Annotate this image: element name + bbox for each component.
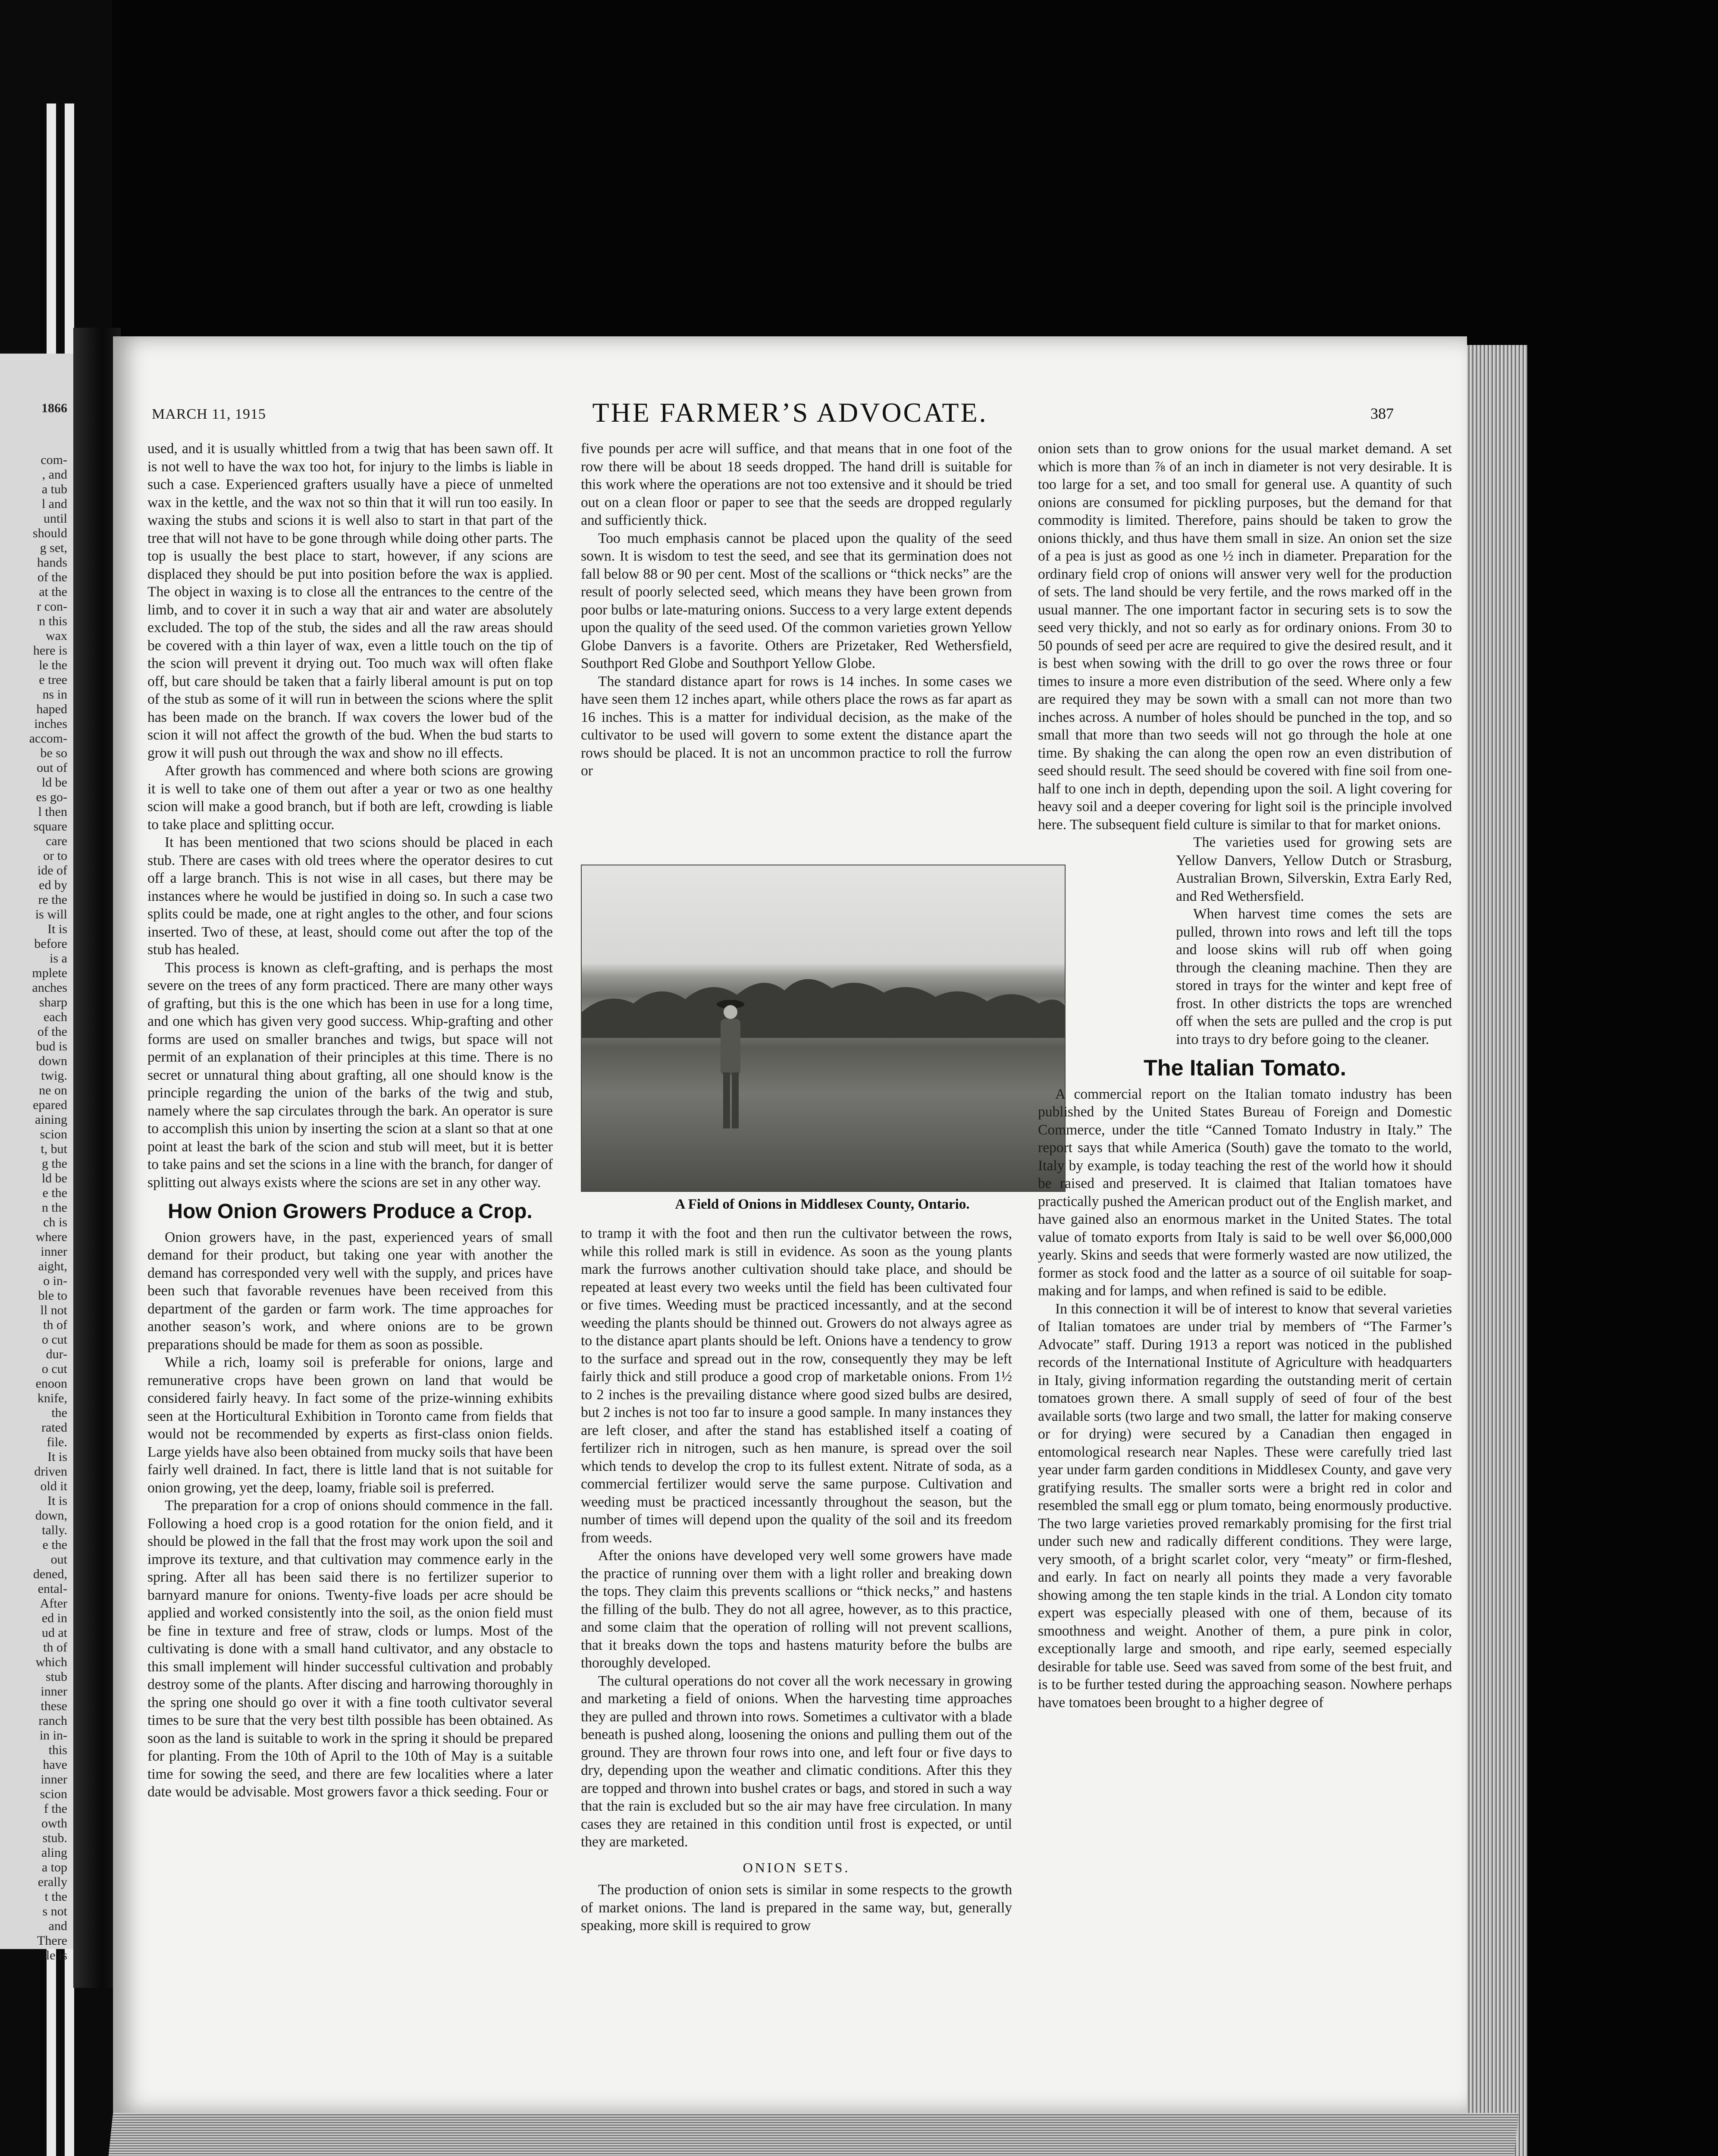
page-number: 387 xyxy=(1370,405,1394,422)
adjacent-page-word: dur- xyxy=(46,1347,67,1361)
adjacent-page-word: e the xyxy=(42,1186,67,1200)
adjacent-page-word: out xyxy=(50,1552,67,1567)
adjacent-page-word: old it xyxy=(40,1479,67,1493)
adjacent-page-word: driven xyxy=(34,1464,67,1479)
adjacent-page-word: down, xyxy=(35,1508,67,1523)
adjacent-page-word: l and xyxy=(41,497,67,511)
adjacent-page-word: scion xyxy=(40,1787,67,1801)
adjacent-page-word: n the xyxy=(41,1200,67,1215)
adjacent-page-word: dened, xyxy=(33,1567,67,1581)
paragraph: The production of onion sets is similar in some respects to the growth of market onions. The land is prepared in the same way, but, generally speaking, more skill is required to grow xyxy=(581,1882,1012,1934)
adjacent-page-word: and xyxy=(48,1919,67,1933)
adjacent-page-word: o in- xyxy=(43,1274,67,1288)
adjacent-page-word: of the xyxy=(37,1025,67,1039)
adjacent-page-word: is a xyxy=(50,951,67,965)
adjacent-page-word: It is xyxy=(47,922,67,936)
adjacent-page-word: ch is xyxy=(43,1215,67,1229)
adjacent-page-word: should xyxy=(32,526,67,540)
column-middle-top xyxy=(581,440,1012,780)
article-heading-onions: How Onion Growers Produce a Crop. xyxy=(168,1200,533,1223)
adjacent-page-word: which xyxy=(35,1655,67,1669)
adjacent-page-word: owth xyxy=(41,1816,67,1830)
paragraph: used, and it is usually whittled from a twig that has been sawn off. It is not well to have the wax too hot, for injury to the limbs is liable in such a case. Experienced grafters usually have a piece of unmelted wax in the kettle, and the wax not so thin that it will run too easily. In waxing the stubs and scions it is well also to start in that part of the tree that will not have to be gone through while doing other parts. The top is usually the best place to start, however, if any scions are displaced they should be put into position before the wax is applied. The object in waxing is to close all the entrances to the centre of the limb, and to cover it in such a way that air and water are absolutely excluded. The top of the stub, the sides and all the raw areas should be covered with a thin layer of wax, even a little touch on the tip of the scion will prevent it drying out. Too much wax will often flake off, but care should be taken that a fairly liberal amount is put on top of the stub as some of it will run in between the scions where the split has been made on the branch. If wax covers the lower bud of the scion it will not affect the growth of the bud. When the bud starts to grow it will push out through the wax and show no ill effects. xyxy=(147,441,553,761)
adjacent-page-word: There xyxy=(37,1934,67,1948)
adjacent-page-word: down xyxy=(38,1054,67,1068)
page-header xyxy=(113,392,1467,431)
adjacent-page-word: es go- xyxy=(36,790,67,804)
paragraph: When harvest time comes the sets are pulled, thrown into rows and left till the tops and loose skins will rub off when going through the cleaning machine. Then they are stored in trays for the winter and kept free of frost. In other districts the tops are wrenched off when the sets are pulled and the crop is put into trays to dry before going to the cleaner. xyxy=(1176,906,1452,1047)
adjacent-page-word: be so xyxy=(40,746,67,760)
column-right xyxy=(1038,440,1452,1711)
adjacent-page-word: these xyxy=(41,1699,67,1713)
adjacent-page-word: ll not xyxy=(40,1303,67,1317)
farmer-figure xyxy=(711,995,750,1137)
adjacent-page-word: in in- xyxy=(39,1728,67,1742)
paragraph: A commercial report on the Italian tomato industry has been published by the United States Bureau of Foreign and Domestic Commerce, under the title “Canned Tomato Industry in Italy.” The report says that while America (South) gave the tomato to the world, Italy by example, is today teaching the rest of the world how it should be raised and preserved. It is claimed that Italian tomatoes have practically pushed the American product out of the English market, and have gained also an enormous market in the United States. The total value of tomato exports from Italy is said to be well over $6,000,000 yearly. Skins and seeds that were formerly wasted are now utilized, the former as stock food and the latter as a source of oil suitable for soap-making and for lamps, and when refined is said to be edible. xyxy=(1038,1086,1452,1299)
adjacent-page-word: inner xyxy=(41,1772,67,1786)
adjacent-page-word: f the xyxy=(44,1802,67,1816)
paragraph: The cultural operations do not cover all the work necessary in growing and marketing a field of onions. When the harvesting time approaches they are pulled and thrown into rows. Sometimes a cultivator with a blade beneath is pushed along, loosening the onions and pulling them out of the ground. They are thrown four rows into one, and left four or five days to dry, depending upon the weather and climatic conditions. After this they are topped and thrown into bushel crates or bags, and stored in such a way that the rain is excluded but so the air may have free circulation. In many cases they are retained in this condition until frost is expected, or until they are marketed. xyxy=(581,1673,1012,1850)
adjacent-page-word: t the xyxy=(44,1890,67,1904)
adjacent-page-word: anches xyxy=(32,981,67,995)
adjacent-page-word: le the xyxy=(39,658,67,672)
adjacent-page-word: r con- xyxy=(37,599,67,614)
adjacent-page-word: until xyxy=(43,511,67,526)
paragraph: five pounds per acre will suffice, and that means that in one foot of the row there will be about 18 seeds dropped. The hand drill is suitable for this work where the operations are not too extensive and it should be tried out on a clean floor or paper to see that the seeds are dropped regularly and sufficiently thick. xyxy=(581,441,1012,528)
adjacent-page-word: ud at xyxy=(41,1626,67,1640)
adjacent-page-word: out of xyxy=(37,761,67,775)
adjacent-page-word: hands xyxy=(37,555,67,570)
paragraph: After growth has commenced and where both scions are growing it is well to take one of them out after a year or two as one healthy scion will make a good branch, but if both are left, crowding is liable to take place and splitting occur. xyxy=(147,763,553,833)
issue-date: MARCH 11, 1915 xyxy=(152,406,266,422)
adjacent-page-word: bud is xyxy=(36,1039,67,1053)
adjacent-page-word: mplete xyxy=(32,966,67,980)
adjacent-page-number: 1866 xyxy=(41,401,67,415)
adjacent-page-word: square xyxy=(33,819,67,834)
adjacent-page-word: each xyxy=(44,1010,67,1024)
adjacent-page-word: n this xyxy=(39,614,67,628)
adjacent-page-word: After xyxy=(40,1596,67,1611)
adjacent-page-word: enoon xyxy=(35,1376,67,1391)
paragraph: After the onions have developed very well some growers have made the practice of running over them with a light roller and breaking down the tops. They claim this prevents scallions or “thick necks,” and hastens the filling of the bulb. They do not all agree, however, as to this practice, and some claim that the operation of rolling will not prevent scallions, that it breaks down the tops and hastens maturity before the bulbs are thoroughly developed. xyxy=(581,1548,1012,1671)
adjacent-page-word: or to xyxy=(43,849,67,863)
adjacent-page-word: sharp xyxy=(39,995,67,1009)
adjacent-page-word: l then xyxy=(38,805,67,819)
adjacent-page-word: th of xyxy=(43,1640,67,1655)
paragraph: The preparation for a crop of onions should commence in the fall. Following a hoed crop is a good rotation for the onion field, and it should be plowed in the fall that the frost may work upon the soil and improve its texture, and that cultivation may commence early in the spring. After all has been said there is no fertilizer superior to barnyard manure for onions. Twenty-five loads per acre should be applied and worked consistently into the soil, as the onion field must be fine in texture and free of straw, clods or lumps. Most of the cultivating is done with a small hand cultivator, and any obstacle to this small implement will hinder successful cultivation and probably destroy some of the plants. After discing and harrowing thoroughly in the spring one should go over it with a fine tooth cultivator several times to be sure that the very best tilth possible has been obtained. As soon as the land is suitable to work in the spring it should be prepared for planting. From the 10th of April to the 10th of May is a suitable time for sowing the seed, and there are few localities where a later date would be advisable. Most growers favor a thick seeding. Four or xyxy=(147,1498,553,1800)
adjacent-page-word: g the xyxy=(41,1156,67,1171)
adjacent-page-word: wax xyxy=(46,629,67,643)
adjacent-page-word: at the xyxy=(39,585,67,599)
paragraph: Too much emphasis cannot be placed upon the quality of the seed sown. It is wisdom to test the seed, and see that its germination does not fall below 88 or 90 per cent. Most of the scallions or “thick necks” are the result of poorly selected seed, which means they have been grown from poor bulbs or late-maturing onions. Success to a very large extent depends upon the quality of the seed used. Of the common varieties grown Yellow Globe Danvers is a favorite. Others are Prizetaker, Red Wethersfield, Southport Red Globe and Southport Yellow Globe. xyxy=(581,530,1012,671)
adjacent-page-word: ed by xyxy=(39,878,67,892)
adjacent-page-word: re the xyxy=(38,893,67,907)
adjacent-page-word: aling xyxy=(41,1846,67,1860)
adjacent-page-word: erally xyxy=(38,1875,67,1889)
adjacent-page-word: this xyxy=(48,1743,67,1757)
adjacent-page-word: ld be xyxy=(41,1171,67,1185)
adjacent-page-word: where xyxy=(35,1230,67,1244)
adjacent-page-word: ed in xyxy=(41,1611,67,1625)
column-left xyxy=(147,440,553,1801)
adjacent-page-word: tally. xyxy=(42,1523,67,1537)
adjacent-page-word: twig. xyxy=(41,1069,67,1083)
adjacent-page-word: g set, xyxy=(40,541,67,555)
adjacent-page-word: aining xyxy=(35,1112,67,1127)
adjacent-page-word: the xyxy=(51,1406,67,1420)
adjacent-page-word: s not xyxy=(42,1904,67,1918)
adjacent-page-word: rated xyxy=(41,1420,67,1435)
adjacent-page-word: inner xyxy=(41,1244,67,1259)
paragraph: It has been mentioned that two scions should be placed in each stub. There are cases with old trees where the operator desires to cut off a large branch. This is not wise in all cases, but there may be instances where he would be justified in doing so. In such a case two splits could be made, one at right angles to the other, and four scions inserted. Two of these, at least, should come out after the top of the stub has healed. xyxy=(147,834,553,958)
column-middle-bottom xyxy=(581,1225,1012,1935)
adjacent-page-word: knife, xyxy=(37,1391,67,1405)
photo-caption: A Field of Onions in Middlesex County, Ontario. xyxy=(675,1197,970,1212)
onion-field-photo xyxy=(581,865,1066,1192)
adjacent-page-word: stub xyxy=(45,1670,67,1684)
adjacent-page-word: file. xyxy=(47,1435,67,1449)
adjacent-page-word: accom- xyxy=(29,731,67,746)
adjacent-page-word: t, but xyxy=(41,1142,67,1156)
section-subheading: ONION SETS. xyxy=(743,1859,850,1875)
adjacent-page-word: inches xyxy=(34,717,67,731)
paragraph: The standard distance apart for rows is 14 inches. In some cases we have seen them 12 inches apart, while others place the rows as far apart as 16 inches. This is a matter for individual decision, as the make of the cultivator to be used will govern to some extent the distance apart the rows should be placed. It is not an uncommon practice to roll the furrow or xyxy=(581,673,1012,779)
paragraph: onion sets than to grow onions for the usual market demand. A set which is more than ⅞ of an inch in diameter is not very desirable. It is too large for a set, and too small for general use. A quantity of such onions are consumed for pickling purposes, but the demand for that commodity is limited. Therefore, pains should be taken to grow the onions thickly, and thus have them small in size. An onion set the size of a pea is just as good as one ½ inch in diameter. Preparation for the ordinary field crop of onions will answer very well for the production of sets. The land should be very fertile, and the rows marked off in the usual manner. The one important factor in securing sets is to sow the seed very thickly, and not so early as for ordinary onions. From 30 to 50 pounds of seed per acre are required to give the desired result, and it is best when sowing with the drill to go over the rows three or four times to insure a more even distribution of the seed. Where only a few are required they may be sown with a small can not more than two inches across. A number of holes should be punched in the top, and so small that more than two seeds will not go through the hole at one time. By shaking the can along the open row an even distribution of seed should result. The seed should be covered with fine soil from one-half to one inch in depth, depending upon the soil. A light covering for heavy soil and a deeper covering for light soil is the principle involved here. The subsequent field culture is similar to that for market onions. xyxy=(1038,441,1452,833)
adjacent-page-word: before xyxy=(34,937,67,951)
adjacent-page-word: o cut xyxy=(41,1332,67,1347)
adjacent-page-word: o cut xyxy=(41,1362,67,1376)
adjacent-page-word: haped xyxy=(36,702,67,716)
adjacent-page-word: ble to xyxy=(38,1288,67,1303)
adjacent-page-word: It is xyxy=(47,1450,67,1464)
adjacent-page-word: inner xyxy=(41,1684,67,1698)
adjacent-page-word: have xyxy=(43,1758,67,1772)
tree-line xyxy=(582,965,1065,1038)
masthead-title: THE FARMER’S ADVOCATE. xyxy=(592,397,988,428)
adjacent-page-word: stub. xyxy=(42,1831,67,1845)
adjacent-page-word: a top xyxy=(41,1860,67,1874)
adjacent-page-word: ide of xyxy=(37,863,67,877)
book-page-edges-bottom xyxy=(106,2113,1519,2156)
paragraph: While a rich, loamy soil is preferable for onions, large and remunerative crops have been grown on land that would be considered fairly heavy. In fact some of the prize-winning exhibits seen at the Horticultural Exhibition in Toronto came from fields that would not be recommended by experts as first-class onion fields. Large yields have also been obtained from mucky soils that have been fairly well drained. In fact, there is little land that is not suitable for onion growing, yet the deep, loamy, friable soil is preferred. xyxy=(147,1354,553,1496)
newspaper-page xyxy=(113,336,1467,2113)
adjacent-page-fragment xyxy=(0,354,73,1962)
book-page-edges xyxy=(1467,345,1527,2156)
adjacent-page-word: e the xyxy=(42,1538,67,1552)
adjacent-page-word: ental- xyxy=(38,1582,67,1596)
paragraph: The varieties used for growing sets are Yellow Danvers, Yellow Dutch or Strasburg, Australian Brown, Silverskin, Extra Early Red, and Red Wethersfield. xyxy=(1176,834,1452,904)
adjacent-page-word: ranch xyxy=(38,1714,67,1728)
adjacent-page-word: epared xyxy=(33,1098,67,1112)
adjacent-page-word: le is xyxy=(46,1948,67,1962)
adjacent-page-word: a tub xyxy=(41,482,67,496)
adjacent-page-word: com- xyxy=(41,453,67,467)
adjacent-page-word: ne on xyxy=(39,1083,67,1097)
paragraph: to tramp it with the foot and then run the cultivator between the rows, while this rolled mark is still in evidence. As soon as the young plants mark the furrows another cultivation should take place, and should be repeated at least every two weeks until the field has been cultivated four or five times. Weeding must be practiced incessantly, and at the second weeding the plants should be thinned out. Growers do not always agree as to the distance apart plants should be left. Onions have a tendency to grow to the surface and spread out in the row, consequently they may be left fairly thick and still produce a good crop of marketable onions. From 1½ to 2 inches is the prevailing distance where good sized bulbs are desired, but 2 inches is not too far to insure a good sample. In many instances they are left closer, and after the stand has established itself a coating of fertilizer rich in nitrogen, such as hen manure, is spread over the soil which tends to develop the crop to its fullest extent. Nitrate of soda, as a commercial fertilizer would serve the same purpose. Cultivation and weeding must be practiced incessantly throughout the season, but the number of times will depend upon the quality of the soil and its freedom from weeds. xyxy=(581,1225,1012,1546)
paragraph: This process is known as cleft-grafting, and is perhaps the most severe on the trees of any form practiced. There are many other ways of grafting, but this is the one which has been in use for a long time, and one which has given very good success. Whip-grafting and other forms are used on smaller branches and twigs, but space will not permit of an explanation of their principles at this time. There is no secret or unnatural thing about grafting, all one should know is the principle regarding the union of the barks of the twig and stub, namely where the sap circulates through the bark. An operator is sure to accomplish this union by inserting the scion at a slant so that at one point at least the bark of the scion and stub will meet, but it is better to take pains and set the scions in a line with the branch, for danger of splitting out always exists where the scions are set in any other way. xyxy=(147,959,553,1191)
paragraph: Onion growers have, in the past, experienced years of small demand for their product, but taking one year with another the demand has corresponded very well with the supply, and prices have been such that favorable revenues have been received from this department of the garden or farm work. The time approaches for another season’s work, and where onions are to be grown preparations should be made for them as soon as possible. xyxy=(147,1229,553,1353)
paragraph: In this connection it will be of interest to know that several varieties of Italian tomatoes are under trial by members of “The Farmer’s Advocate” staff. During 1913 a report was noticed in the published records of the International Institute of Agriculture with headquarters in Italy, giving information regarding the outstanding merit of certain tomatoes grown there. A small supply of seed of four of the best available sorts (two large and two small, the latter for making conserve or for drying) were secured by a Canadian then engaged in entomological research near Naples. These were carefully tried last year under farm garden conditions in Middlesex County, and gave very gratifying results. The smaller sorts were a bright red in color and resembled the small egg or plum tomato, being enormously productive. The two large varieties proved remarkably promising for the first trial under such new and radically different conditions. They were large, very smooth, of a bright scarlet color, very “meaty” or firm-fleshed, and early. In fact on nearly all points they made a very favorable showing among the ten staple kinds in the trial. A London city tomato expert was especially pleased with one of them, because of its smoothness and weight. Another of them, a pure pink in color, exceptionally large and smooth, and ripe early, seemed especially desirable for table use. Seed was saved from some of the best fruit, and is to be further tested during the approaching season. Nowhere perhaps have tomatoes been brought to a higher degree of xyxy=(1038,1300,1452,1711)
adjacent-page-word: e tree xyxy=(39,673,67,687)
adjacent-page-word: of the xyxy=(37,570,67,584)
adjacent-page-word: here is xyxy=(33,643,67,658)
adjacent-page-word: ld be xyxy=(41,775,67,790)
adjacent-page-word: aight, xyxy=(38,1259,67,1273)
adjacent-page-word: scion xyxy=(40,1127,67,1141)
adjacent-page-word: care xyxy=(46,834,67,848)
adjacent-page-word: , and xyxy=(42,467,67,482)
adjacent-page-word: is will xyxy=(35,907,67,921)
article-heading-tomato: The Italian Tomato. xyxy=(1144,1056,1346,1081)
adjacent-page-word: It is xyxy=(47,1494,67,1508)
adjacent-page-word: ns in xyxy=(42,687,67,702)
adjacent-page-word: th of xyxy=(43,1318,67,1332)
